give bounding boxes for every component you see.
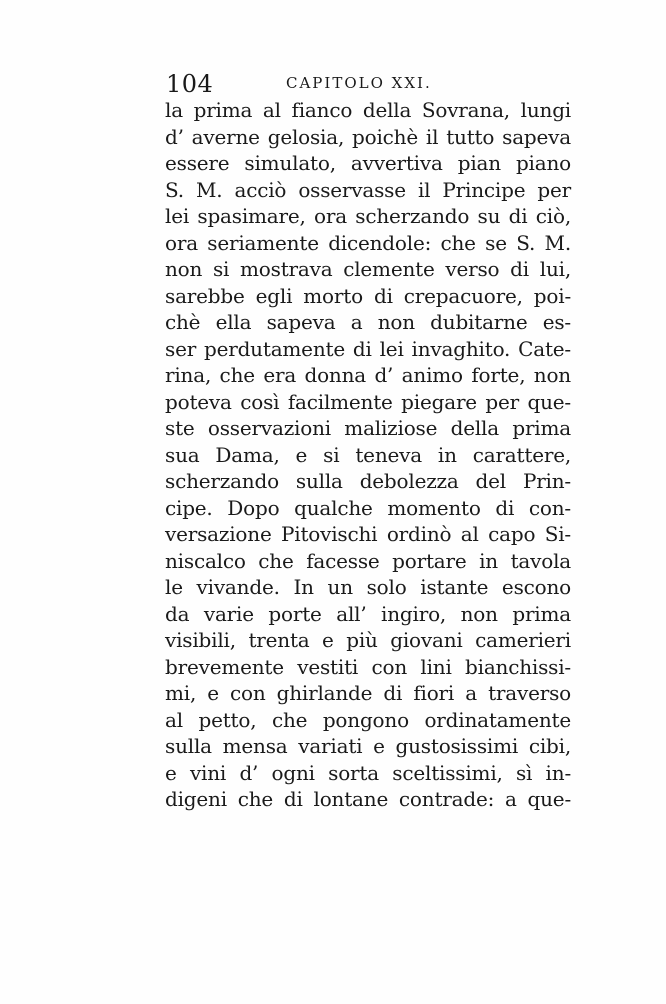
text-line: chè ella sapeva a non dubitarne es- <box>165 310 571 334</box>
text-line: sarebbe egli morto di crepacuore, poi- <box>165 283 571 308</box>
body-text <box>165 97 571 813</box>
text-line: sulla mensa variati e gustosissimi cibi, <box>165 734 571 758</box>
text-line: mi, e con ghirlande di fiori a traverso <box>165 681 571 705</box>
text-line: poteva così facilmente piegare per que- <box>165 389 571 414</box>
text-line: ste osservazioni maliziose della prima <box>165 416 571 440</box>
text-line: versazione Pitovischi ordinò al capo Si- <box>165 522 571 546</box>
text-line: scherzando sulla debolezza del Prin- <box>165 469 571 493</box>
text-line: ser perdutamente di lei invaghito. Cate- <box>165 336 571 361</box>
text-line: le vivande. In un solo istante escono <box>165 575 571 599</box>
text-line: lei spasimare, ora scherzando su di ciò, <box>165 204 571 228</box>
running-title: CAPITOLO XXI. <box>286 74 432 92</box>
text-line: e vini d’ ogni sorta sceltissimi, sì in- <box>165 760 571 785</box>
text-line: brevemente vestiti con lini bianchissi- <box>165 654 571 679</box>
text-line: la prima al fianco della Sovrana, lungi <box>165 98 571 122</box>
page-header <box>166 70 586 100</box>
text-line: al petto, che pongono ordinatamente <box>165 707 571 732</box>
text-line: essere simulato, avvertiva pian piano <box>165 151 571 175</box>
text-line: visibili, trenta e più giovani camerieri <box>165 628 571 652</box>
text-line: S. M. acciò osservasse il Principe per <box>165 177 571 202</box>
page-number: 104 <box>166 70 214 98</box>
text-line: d’ averne gelosia, poichè il tutto sapeva <box>165 124 571 149</box>
text-line: ora seriamente dicendole: che se S. M. <box>165 230 571 255</box>
text-line: digeni che di lontane contrade: a que- <box>165 787 571 811</box>
text-line: cipe. Dopo qualche momento di con- <box>165 495 571 520</box>
text-line: non si mostrava clemente verso di lui, <box>165 257 571 281</box>
text-line: niscalco che facesse portare in tavola <box>165 548 571 573</box>
text-line: rina, che era donna d’ animo forte, non <box>165 363 571 387</box>
text-line: da varie porte all’ ingiro, non prima <box>165 601 571 626</box>
text-line: sua Dama, e si teneva in carattere, <box>165 442 571 467</box>
